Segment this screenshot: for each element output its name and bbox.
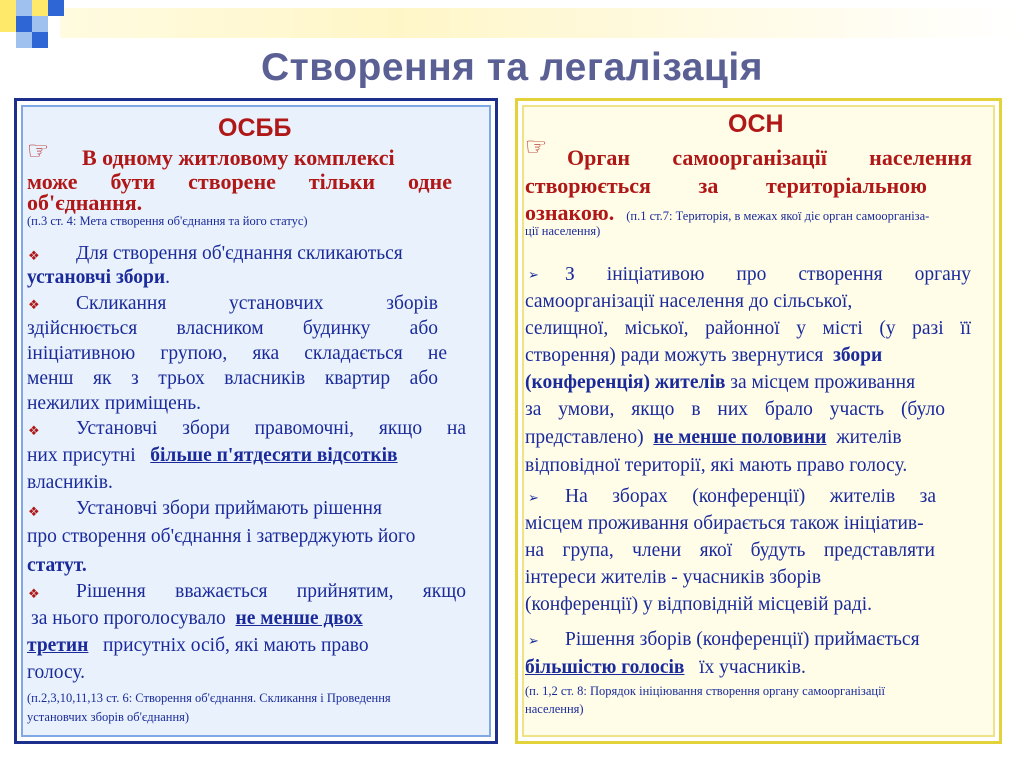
osbb-item-text: них присутні bbox=[27, 445, 136, 466]
osbb-item-text: нежилих приміщень. bbox=[27, 393, 202, 414]
osbb-lead-line: може бути створене тільки одне bbox=[27, 169, 452, 194]
osbb-item-text: Установчі збори приймають рішення bbox=[76, 498, 382, 519]
title-decoration-bar bbox=[60, 8, 1024, 38]
decor-square bbox=[16, 16, 32, 32]
osn-reference: населення) bbox=[525, 702, 584, 716]
osn-item-text: З ініціативою про створення органу bbox=[565, 264, 971, 285]
osn-item-bold: (конференція) жителів bbox=[525, 372, 726, 393]
osn-header: ОСН bbox=[728, 110, 784, 138]
osbb-item-text: за нього проголосувало bbox=[31, 608, 226, 629]
osbb-header: ОСББ bbox=[218, 114, 292, 142]
decor-square bbox=[32, 16, 48, 32]
osbb-item-text: присутніх осіб, які мають право bbox=[103, 635, 369, 656]
osn-item-text: На зборах (конференції) жителів за bbox=[565, 486, 936, 507]
decor-square bbox=[0, 0, 16, 16]
osbb-item-text: Скликання установчих зборів bbox=[76, 293, 438, 314]
diamond-bullet-icon: ❖ bbox=[28, 249, 40, 264]
osn-item-text: їх учасників. bbox=[699, 657, 806, 678]
osn-item-text: селищної, міської, районної у місті (у разі її bbox=[525, 318, 971, 339]
osn-item-bold: збори bbox=[833, 345, 883, 366]
osbb-item-bold: статут. bbox=[27, 555, 87, 576]
osn-lead-line: ознакою. bbox=[525, 200, 615, 225]
osn-item-bold: не менше половини bbox=[653, 427, 827, 448]
osn-item-text: інтереси жителів - учасників зборів bbox=[525, 567, 822, 588]
osbb-item-bold: більше п'ятдесяти відсотків bbox=[150, 445, 398, 466]
osn-lead-reference: (п.1 ст.7: Територія, в межах якої діє орган самоорганіза- bbox=[626, 209, 930, 223]
arrow-bullet-icon: ➢ bbox=[528, 634, 539, 649]
osbb-lead-reference: (п.3 ст. 4: Мета створення об'єднання та його статус) bbox=[27, 214, 308, 228]
osbb-item-text: менш як з трьох власників квартир або bbox=[27, 368, 438, 389]
osn-item-text: відповідної території, які мають право голосу. bbox=[525, 455, 908, 476]
osn-item-text: створення) ради можуть звернутися bbox=[525, 345, 824, 366]
diamond-bullet-icon: ❖ bbox=[28, 587, 40, 602]
osn-item-text: за умови, якщо в них брало участь (було bbox=[525, 399, 945, 420]
osbb-item-text: Установчі збори правомочні, якщо на bbox=[76, 418, 466, 439]
osbb-lead-line: В одному житловому комплексі bbox=[82, 145, 395, 170]
osn-item-text: представлено) bbox=[525, 427, 644, 448]
osbb-item-bold: установчі збори bbox=[27, 267, 166, 288]
osbb-item-text: про створення об'єднання і затверджують його bbox=[27, 526, 416, 547]
osn-item-text: Рішення зборів (конференції) приймається bbox=[565, 629, 920, 650]
osbb-item-text: Рішення вважається прийнятим, якщо bbox=[76, 581, 466, 602]
osn-item-text: (конференції) у відповідній місцевій раді. bbox=[525, 594, 873, 615]
diamond-bullet-icon: ❖ bbox=[28, 424, 40, 439]
decor-square bbox=[48, 0, 64, 16]
osbb-item-text: власників. bbox=[27, 472, 113, 493]
osbb-item-text: . bbox=[165, 267, 170, 288]
osn-lead-reference: ції населення) bbox=[525, 224, 601, 238]
osn-lead-line: Орган самоорганізації населення bbox=[567, 145, 972, 170]
diamond-bullet-icon: ❖ bbox=[28, 505, 40, 520]
osn-item-text: за місцем проживання bbox=[730, 372, 916, 393]
osn-item-text: на група, члени якої будуть представляти bbox=[525, 540, 935, 561]
osbb-item-text: Для створення об'єднання скликаються bbox=[76, 243, 403, 264]
osn-item-text: жителів bbox=[836, 427, 902, 448]
osn-item-bold: більшістю голосів bbox=[525, 657, 685, 678]
arrow-bullet-icon: ➢ bbox=[528, 268, 539, 283]
decor-square bbox=[16, 0, 32, 16]
osbb-item-text: здійснюється власником будинку або bbox=[27, 318, 438, 339]
osbb-lead-line: об'єднання. bbox=[27, 190, 143, 215]
pointing-hand-icon: ☞ bbox=[27, 136, 50, 165]
page-title: Створення та легалізація bbox=[260, 46, 763, 89]
osn-item-text: самоорганізації населення до сільської, bbox=[525, 291, 853, 312]
osn-reference: (п. 1,2 ст. 8: Порядок ініціювання створення органу самоорганізації bbox=[525, 684, 886, 698]
pointing-hand-icon: ☞ bbox=[525, 132, 548, 161]
osn-item-text: місцем проживання обирається також ініціатив- bbox=[525, 513, 924, 534]
arrow-bullet-icon: ➢ bbox=[528, 491, 539, 506]
osbb-item-text: голосу. bbox=[27, 662, 86, 683]
osbb-reference: установчих зборів об'єднання) bbox=[27, 710, 190, 724]
osbb-item-text: ініціативною групою, яка складається не bbox=[27, 343, 447, 364]
osbb-reference: (п.2,3,10,11,13 ст. 6: Створення об'єднання. Скликання і Проведення bbox=[27, 691, 391, 705]
decor-square bbox=[32, 0, 48, 16]
diamond-bullet-icon: ❖ bbox=[28, 298, 40, 313]
osbb-item-bold: третин bbox=[27, 635, 89, 656]
osn-lead-line: створюється за територіальною bbox=[525, 173, 927, 198]
osbb-item-bold: не менше двох bbox=[235, 608, 363, 629]
decor-square bbox=[0, 16, 16, 32]
